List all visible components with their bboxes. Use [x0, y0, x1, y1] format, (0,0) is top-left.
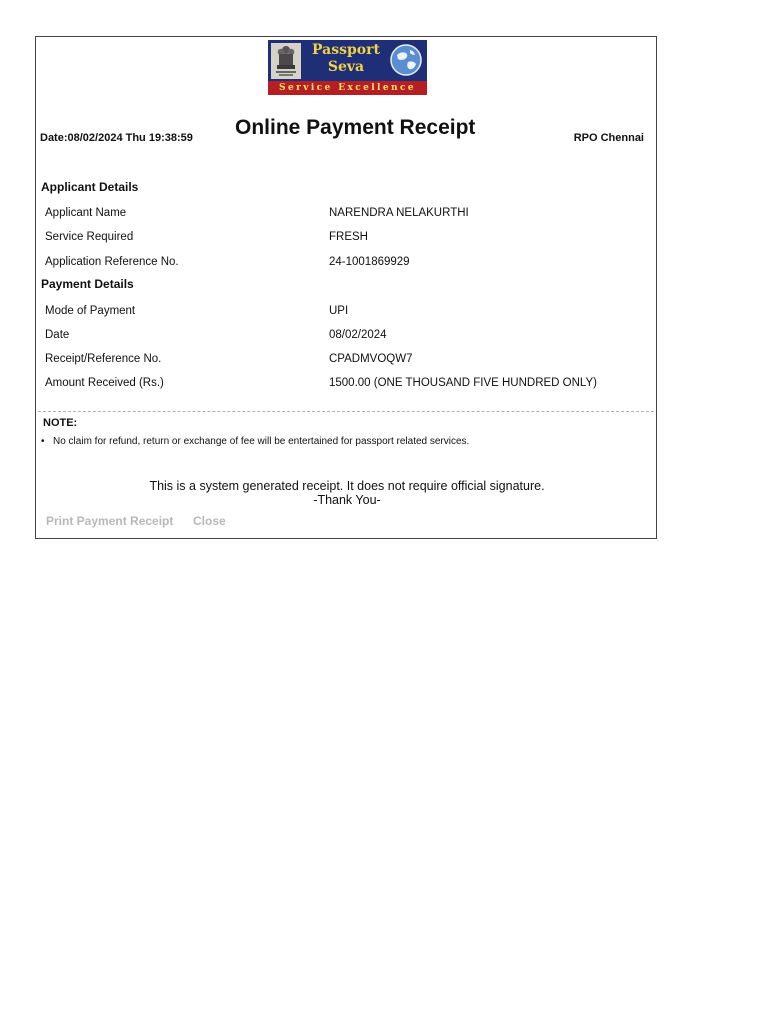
logo-banner: [268, 40, 427, 81]
logo-tagline: Service Excellence: [268, 81, 427, 95]
payment-date-row: [45, 329, 645, 345]
thank-you-text: -Thank You-: [313, 493, 381, 507]
application-reference-row: [45, 256, 645, 272]
row-value: NARENDRA NELAKURTHI: [329, 207, 469, 219]
footer-message-block: [36, 479, 658, 507]
passport-office: RPO Chennai: [573, 132, 644, 144]
row-label: Amount Received (Rs.): [45, 377, 164, 389]
payment-details-heading: Payment Details: [41, 277, 134, 291]
logo-line-2: Seva: [327, 59, 365, 75]
bullet-icon: •: [41, 436, 45, 447]
row-label: Mode of Payment: [45, 305, 136, 317]
applicant-name-row: [45, 207, 645, 223]
payment-receipt: [35, 36, 657, 539]
amount-received-row: [45, 377, 645, 393]
passport-seva-logo: [268, 40, 427, 95]
row-value: CPADMVOQW7: [329, 353, 413, 365]
receipt-date: Date:08/02/2024 Thu 19:38:59: [40, 132, 193, 144]
row-value: FRESH: [329, 231, 368, 243]
national-emblem-icon: [271, 43, 301, 79]
print-payment-receipt-button[interactable]: Print Payment Receipt: [46, 514, 174, 528]
globe-icon: [389, 43, 423, 77]
logo-wordmark: [305, 42, 387, 76]
row-label: Application Reference No.: [45, 256, 179, 268]
row-label: Service Required: [45, 231, 134, 243]
section-divider: [38, 411, 654, 412]
row-value: 1500.00 (ONE THOUSAND FIVE HUNDRED ONLY): [329, 377, 597, 389]
applicant-details-heading: Applicant Details: [41, 180, 139, 194]
system-generated-message: This is a system generated receipt. It does not require official signature.: [149, 479, 545, 493]
note-text: No claim for refund, return or exchange of fee will be entertained for passport related services.: [53, 436, 470, 447]
note-item: [41, 436, 469, 447]
row-value: 24-1001869929: [329, 256, 410, 268]
receipt-reference-row: [45, 353, 645, 369]
close-button[interactable]: Close: [193, 514, 226, 528]
row-value: UPI: [329, 305, 349, 317]
page-title: Online Payment Receipt: [235, 116, 476, 139]
service-required-row: [45, 231, 645, 247]
row-label: Date: [45, 329, 70, 341]
mode-of-payment-row: [45, 305, 645, 321]
logo-line-1: Passport: [312, 42, 380, 58]
row-label: Receipt/Reference No.: [45, 353, 162, 365]
row-label: Applicant Name: [45, 207, 127, 219]
note-heading: NOTE:: [43, 417, 78, 429]
row-value: 08/02/2024: [329, 329, 387, 341]
